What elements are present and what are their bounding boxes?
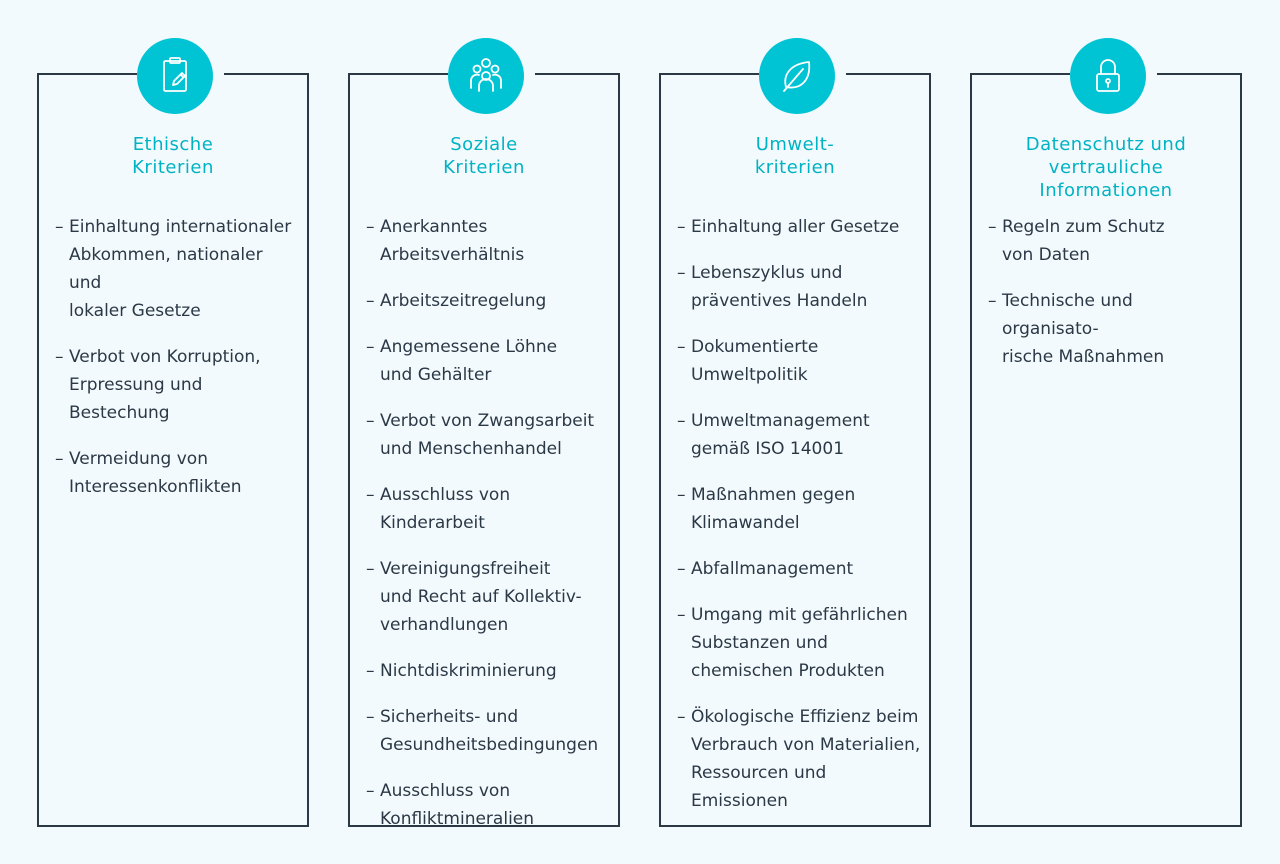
list-item-line: – Vereinigungsfreiheit [380, 559, 551, 579]
list-item [366, 213, 610, 269]
list-item-line: – Nichtdiskriminierung [380, 661, 557, 681]
padlock-icon [1070, 38, 1146, 114]
column-title [39, 133, 307, 179]
criteria-list [55, 213, 299, 519]
list-item [677, 259, 921, 315]
column-title-line: Umwelt- [755, 134, 835, 155]
list-item [677, 481, 921, 537]
column-top-line [1157, 73, 1242, 75]
list-item-line: – Ausschluss von [380, 781, 511, 801]
list-item-line: – Umweltmanagement [691, 411, 870, 431]
list-item [677, 555, 921, 583]
column-title-line: vertrauliche [1048, 157, 1164, 178]
list-item [55, 213, 299, 325]
list-item-line: – Einhaltung aller Gesetze [691, 217, 900, 237]
column-title-line: kriterien [754, 157, 836, 178]
list-item [366, 555, 610, 639]
list-item-line: präventives Handeln [691, 291, 868, 311]
column-top-line [846, 73, 931, 75]
list-item [366, 703, 610, 759]
list-item-line: Klimawandel [691, 513, 800, 533]
column-title-line: Kriterien [443, 157, 525, 178]
list-item-line: chemischen Produkten [691, 661, 885, 681]
column-title [350, 133, 618, 179]
list-item [366, 777, 610, 833]
list-item [55, 445, 299, 501]
column-title [972, 133, 1240, 202]
list-item-line: – Umgang mit gefährlichen [691, 605, 908, 625]
list-item-line: – Ökologische Effizienz beim [691, 707, 919, 727]
list-item [677, 213, 921, 241]
list-item-line: Umweltpolitik [691, 365, 808, 385]
list-item-line: – Ausschluss von Kinderarbeit [380, 485, 511, 533]
list-item-line: – Angemessene Löhne [380, 337, 558, 357]
list-item [677, 407, 921, 463]
column-title-line: Informationen [1039, 180, 1173, 201]
list-item [988, 287, 1232, 371]
criteria-list [677, 213, 921, 833]
list-item-line: – Technische und organisato- [1002, 291, 1133, 339]
column-title-line: Soziale [450, 134, 518, 155]
leaf-icon [759, 38, 835, 114]
list-item [677, 601, 921, 685]
column-top-line [37, 73, 137, 75]
list-item-line: – Einhaltung internationaler [69, 217, 292, 237]
list-item-line: – Lebenszyklus und [691, 263, 843, 283]
column-top-line [224, 73, 309, 75]
clipboard-pen-icon [137, 38, 213, 114]
list-item-line: Erpressung und Bestechung [69, 375, 203, 423]
list-item-line: – Verbot von Korruption, [69, 347, 261, 367]
list-item-line: und Menschenhandel [380, 439, 562, 459]
list-item-line: – Sicherheits- und [380, 707, 519, 727]
list-item-line: – Vermeidung von [69, 449, 208, 469]
list-item-line: von Daten [1002, 245, 1091, 265]
criteria-list [988, 213, 1232, 389]
column-title [661, 133, 929, 179]
list-item [366, 657, 610, 685]
column-title-line: Datenschutz und [1025, 134, 1187, 155]
column-top-line [535, 73, 620, 75]
people-group-icon [448, 38, 524, 114]
list-item-line: lokaler Gesetze [69, 301, 201, 321]
list-item-line: Abkommen, nationaler und [69, 245, 263, 293]
list-item-line: Substanzen und [691, 633, 828, 653]
list-item-line: – Verbot von Zwangsarbeit [380, 411, 595, 431]
list-item-line: Gesundheitsbedingungen [380, 735, 599, 755]
list-item [366, 287, 610, 315]
list-item [366, 333, 610, 389]
list-item-line: Arbeitsverhältnis [380, 245, 525, 265]
list-item-line: – Dokumentierte [691, 337, 819, 357]
column-top-line [659, 73, 759, 75]
column-ethics [37, 73, 309, 827]
list-item [366, 407, 610, 463]
list-item-line: Interessenkonflikten [69, 477, 242, 497]
column-privacy [970, 73, 1242, 827]
column-title-line: Ethische [132, 134, 214, 155]
list-item-line: und Recht auf Kollektiv- [380, 587, 582, 607]
list-item [366, 481, 610, 537]
list-item [988, 213, 1232, 269]
list-item-line: – Regeln zum Schutz [1002, 217, 1165, 237]
list-item-line: und Gehälter [380, 365, 492, 385]
list-item-line: – Anerkanntes [380, 217, 488, 237]
list-item [677, 333, 921, 389]
list-item [677, 703, 921, 815]
column-title-line: Kriterien [132, 157, 214, 178]
column-social [348, 73, 620, 827]
list-item-line: gemäß ISO 14001 [691, 439, 845, 459]
list-item-line: Ressourcen und Emissionen [691, 763, 827, 811]
list-item [55, 343, 299, 427]
criteria-list [366, 213, 610, 851]
list-item-line: rische Maßnahmen [1002, 347, 1165, 367]
list-item-line: verhandlungen [380, 615, 509, 635]
column-top-line [348, 73, 448, 75]
list-item-line: Verbrauch von Materialien, [691, 735, 921, 755]
column-environment [659, 73, 931, 827]
list-item-line: – Arbeitszeitregelung [380, 291, 547, 311]
list-item-line: Konfliktmineralien [380, 809, 535, 829]
list-item-line: – Abfallmanagement [691, 559, 854, 579]
list-item-line: – Maßnahmen gegen [691, 485, 856, 505]
column-top-line [970, 73, 1070, 75]
